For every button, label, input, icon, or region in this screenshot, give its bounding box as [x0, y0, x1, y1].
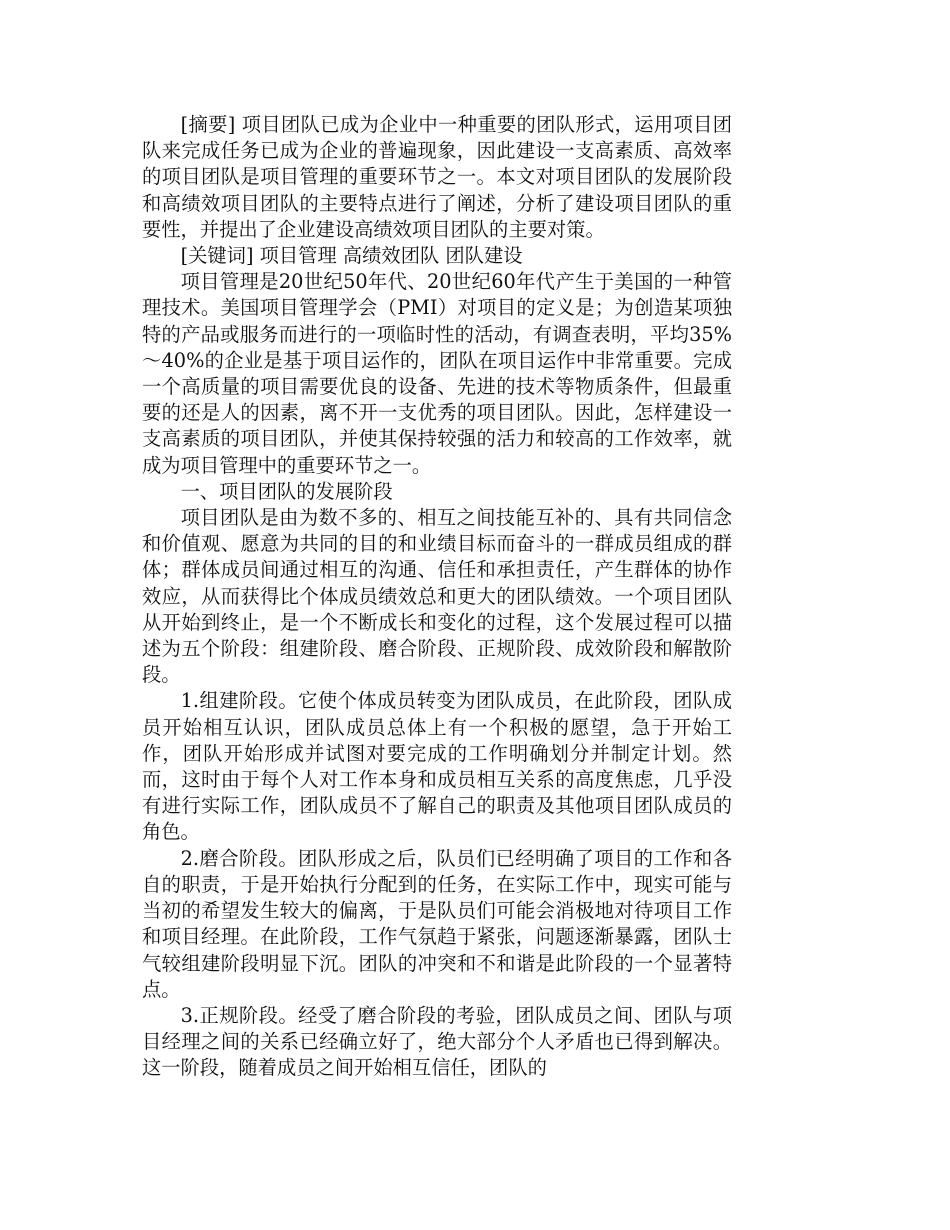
stage-2-paragraph: 2.磨合阶段。团队形成之后，队员们已经明确了项目的工作和各自的职责，于是开始执行分配到的任务，在实际工作中，现实可能与当初的希望发生较大的偏离，于是队员们可能会消极地对待项目工作和项目经理。在此阶段，工作气氛趋于紧张，问题逐渐暴露，团队士气较组建阶段明显下沉。团队的冲突和不和谐是此阶段的一个显著特点。: [142, 846, 732, 1001]
keywords-paragraph: [关键词] 项目管理 高绩效团队 团队建设: [180, 244, 523, 268]
document-body: [142, 112, 732, 1082]
intro-paragraph: 项目管理是20世纪50年代、20世纪60年代产生于美国的一种管理技术。美国项目管理学会（PMI）对项目的定义是；为创造某项独特的产品或服务而进行的一项临时性的活动，有调查表明，平均35%～40%的企业是基于项目运作的，团队在项目运作中非常重要。完成一个高质量的项目需要优良的设备、先进的技术等物质条件，但最重要的还是人的因素，离不开一支优秀的项目团队。因此，怎样建设一支高素质的项目团队，并使其保持较强的活力和较高的工作效率，就成为项目管理中的重要环节之一。: [142, 270, 732, 477]
abstract-paragraph: [摘要] 项目团队已成为企业中一种重要的团队形式，运用项目团队来完成任务已成为企业的普遍现象，因此建设一支高素质、高效率的项目团队是项目管理的重要环节之一。本文对项目团队的发展阶段和高绩效项目团队的主要特点进行了阐述，分析了建设项目团队的重要性，并提出了企业建设高绩效项目团队的主要对策。: [142, 113, 732, 241]
stage-1-paragraph: 1.组建阶段。它使个体成员转变为团队成员，在此阶段，团队成员开始相互认识，团队成员总体上有一个积极的愿望，急于开始工作，团队开始形成并试图对要完成的工作明确划分并制定计划。然而，这时由于每个人对工作本身和成员相互关系的高度焦虑，几乎没有进行实际工作，团队成员不了解自己的职责及其他项目团队成员的角色。: [142, 689, 732, 844]
body-paragraph: 项目团队是由为数不多的、相互之间技能互补的、具有共同信念和价值观、愿意为共同的目的和业绩目标而奋斗的一群成员组成的群体；群体成员间通过相互的沟通、信任和承担责任，产生群体的协作效应，从而获得比个体成员绩效总和更大的团队绩效。一个项目团队从开始到终止，是一个不断成长和变化的过程，这个发展过程可以描述为五个阶段：组建阶段、磨合阶段、正规阶段、成效阶段和解散阶段。: [142, 506, 732, 687]
section-heading: 一、项目团队的发展阶段: [180, 479, 393, 503]
stage-3-paragraph: 3.正规阶段。经受了磨合阶段的考验，团队成员之间、团队与项目经理之间的关系已经确立好了，绝大部分个人矛盾也已得到解决。这一阶段，随着成员之间开始相互信任，团队的: [142, 1003, 732, 1080]
